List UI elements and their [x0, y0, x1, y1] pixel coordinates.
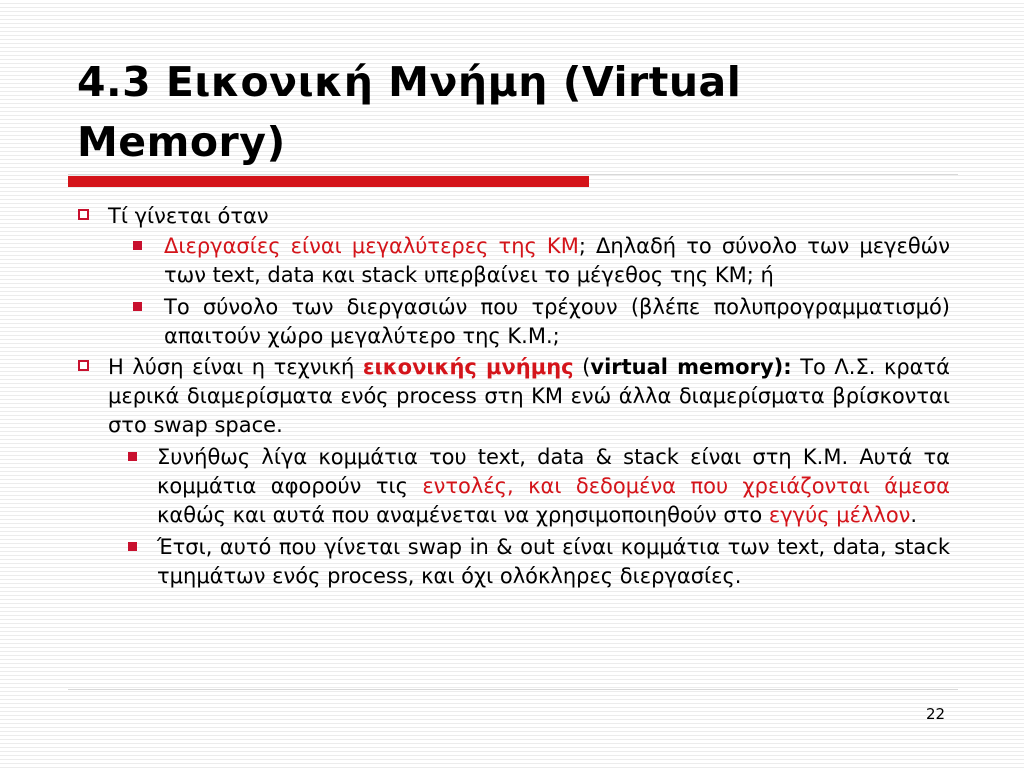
hollow-square-bullet-icon — [78, 360, 89, 371]
title-divider-thin — [68, 174, 958, 175]
bullet-2 — [78, 353, 950, 440]
bullet-2-sub-1 — [78, 443, 950, 530]
bullet-2-sub-1-text-start: Συνήθως λίγα κομμάτια του text, data & stack είναι στη Κ.Μ. Αυτά τα κομμάτια αφορούν τις — [157, 445, 950, 498]
hollow-square-bullet-icon — [78, 209, 89, 220]
bullet-2-sub-1-highlight-2: εγγύς μέλλον — [768, 503, 911, 527]
bullet-2-text-rest: Το Λ.Σ. κρατά μερικά διαμερίσματα ενός process στη ΚΜ ενώ άλλα διαμερίσματα βρίσκονται στο swap space. — [108, 355, 950, 437]
page-number: 22 — [926, 705, 946, 723]
slide-title — [77, 52, 977, 172]
bullet-2-highlight: εικονικής μνήμης — [362, 355, 574, 379]
bullet-2-sub-1-text-end: . — [910, 503, 918, 527]
filled-square-bullet-icon — [128, 542, 137, 551]
slide-title-line-2: Memory) — [77, 118, 286, 166]
filled-square-bullet-icon — [128, 452, 137, 461]
bullet-1-sub-1-highlight: Διεργασίες είναι μεγαλύτερες της ΚΜ — [164, 234, 579, 258]
filled-square-bullet-icon — [133, 241, 142, 250]
bullet-2-paren: ( — [573, 355, 591, 379]
bullet-2-term: virtual memory): — [590, 355, 792, 379]
bullet-2-sub-2-text: Έτσι, αυτό που γίνεται swap in & out είναι κομμάτια των text, data, stack τμημάτων ενός process, και όχι ολόκληρες διεργασίες. — [157, 535, 950, 588]
footer-divider — [68, 689, 958, 690]
bullet-2-sub-2 — [78, 533, 950, 591]
bullet-1-text: Τί γίνεται όταν — [108, 204, 269, 228]
filled-square-bullet-icon — [133, 302, 142, 311]
slide-body — [78, 202, 950, 591]
title-divider-red-bar — [68, 176, 589, 187]
bullet-1-sub-2 — [78, 293, 950, 351]
bullet-1-sub-1 — [78, 232, 950, 290]
bullet-1 — [78, 202, 950, 231]
slide-title-line-1: 4.3 Εικονική Μνήμη (Virtual — [77, 58, 742, 106]
bullet-2-sub-1-highlight-1: εντολές, και δεδομένα που χρειάζονται άμεσα — [422, 474, 950, 498]
bullet-2-sub-1-text-mid: καθώς και αυτά που αναμένεται να χρησιμοποιηθούν στο — [157, 503, 769, 527]
bullet-2-text-start: Η λύση είναι η τεχνική — [108, 355, 363, 379]
bullet-1-sub-2-text: Το σύνολο των διεργασιών που τρέχουν (βλέπε πολυπρογραμματισμό) απαιτούν χώρο μεγαλύτερο της Κ.Μ.; — [164, 295, 950, 348]
bullet-1-sub-1-text: ; Δηλαδή το σύνολο των μεγεθών των text, data και stack υπερβαίνει το μέγεθος της ΚΜ; ή — [164, 234, 950, 287]
